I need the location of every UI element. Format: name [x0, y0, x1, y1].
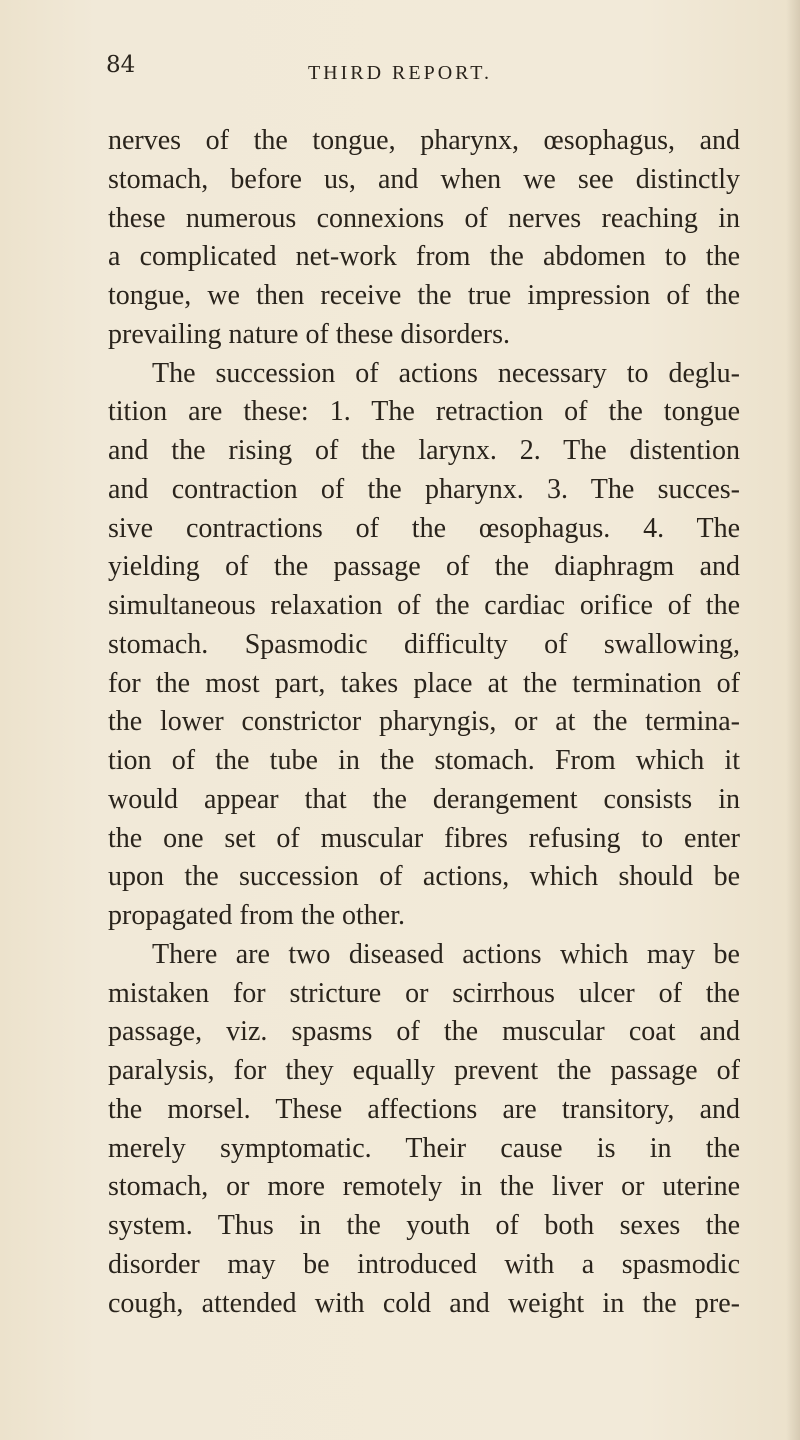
text-line: tongue, we then receive the true impression of the — [108, 280, 740, 311]
text-line: the morsel. These affections are transitory, and — [108, 1093, 740, 1125]
text-line: simultaneous relaxation of the cardiac orifice of the — [108, 590, 740, 621]
text-line: stomach, before us, and when we see distinctly — [108, 163, 740, 195]
page-edge-shadow — [786, 0, 800, 1440]
text-line: mistaken for stricture or scirrhous ulcer of the — [108, 977, 740, 1009]
text-line: stomach, or more remotely in the liver or uterine — [108, 1171, 740, 1203]
text-line: merely symptomatic. Their cause is in the — [108, 1132, 740, 1164]
text-line: the lower constrictor pharyngis, or at the termina- — [108, 706, 740, 738]
text-line: the one set of muscular fibres refusing to enter — [108, 822, 740, 854]
text-line: nerves of the tongue, pharynx, œsophagus, and — [108, 125, 740, 156]
text-line: tion of the tube in the stomach. From which it — [108, 745, 740, 776]
text-line: and contraction of the pharynx. 3. The succes- — [108, 473, 740, 505]
text-line: paralysis, for they equally prevent the passage of — [108, 1055, 740, 1086]
text-line: prevailing nature of these disorders. — [108, 318, 510, 350]
text-line: a complicated net-work from the abdomen to the — [108, 241, 740, 273]
text-line: system. Thus in the youth of both sexes the — [108, 1210, 740, 1241]
paragraph-start-line: There are two diseased actions which may be — [152, 938, 740, 970]
text-line: propagated from the other. — [108, 900, 406, 931]
paragraph-start-line: The succession of actions necessary to deglu- — [152, 357, 740, 389]
text-line: disorder may be introduced with a spasmodic — [108, 1248, 740, 1280]
text-line: stomach. Spasmodic difficulty of swallowing, — [108, 628, 740, 660]
text-line: would appear that the derangement consists in — [108, 783, 740, 815]
text-line: cough, attended with cold and weight in the pre- — [108, 1287, 740, 1319]
text-line: tition are these: 1. The retraction of the tongue — [108, 396, 740, 428]
text-line: and the rising of the larynx. 2. The distention — [108, 435, 740, 466]
text-line: these numerous connexions of nerves reaching in — [108, 202, 740, 234]
text-line: sive contractions of the œsophagus. 4. The — [108, 512, 740, 544]
running-title: THIRD REPORT. — [307, 62, 493, 84]
text-line: yielding of the passage of the diaphragm and — [108, 551, 740, 583]
text-line: passage, viz. spasms of the muscular coat and — [108, 1016, 740, 1048]
body-text — [108, 122, 740, 1323]
text-line: upon the succession of actions, which should be — [108, 861, 740, 893]
text-line: for the most part, takes place at the termination of — [108, 667, 740, 699]
page-number: 84 — [106, 52, 136, 78]
